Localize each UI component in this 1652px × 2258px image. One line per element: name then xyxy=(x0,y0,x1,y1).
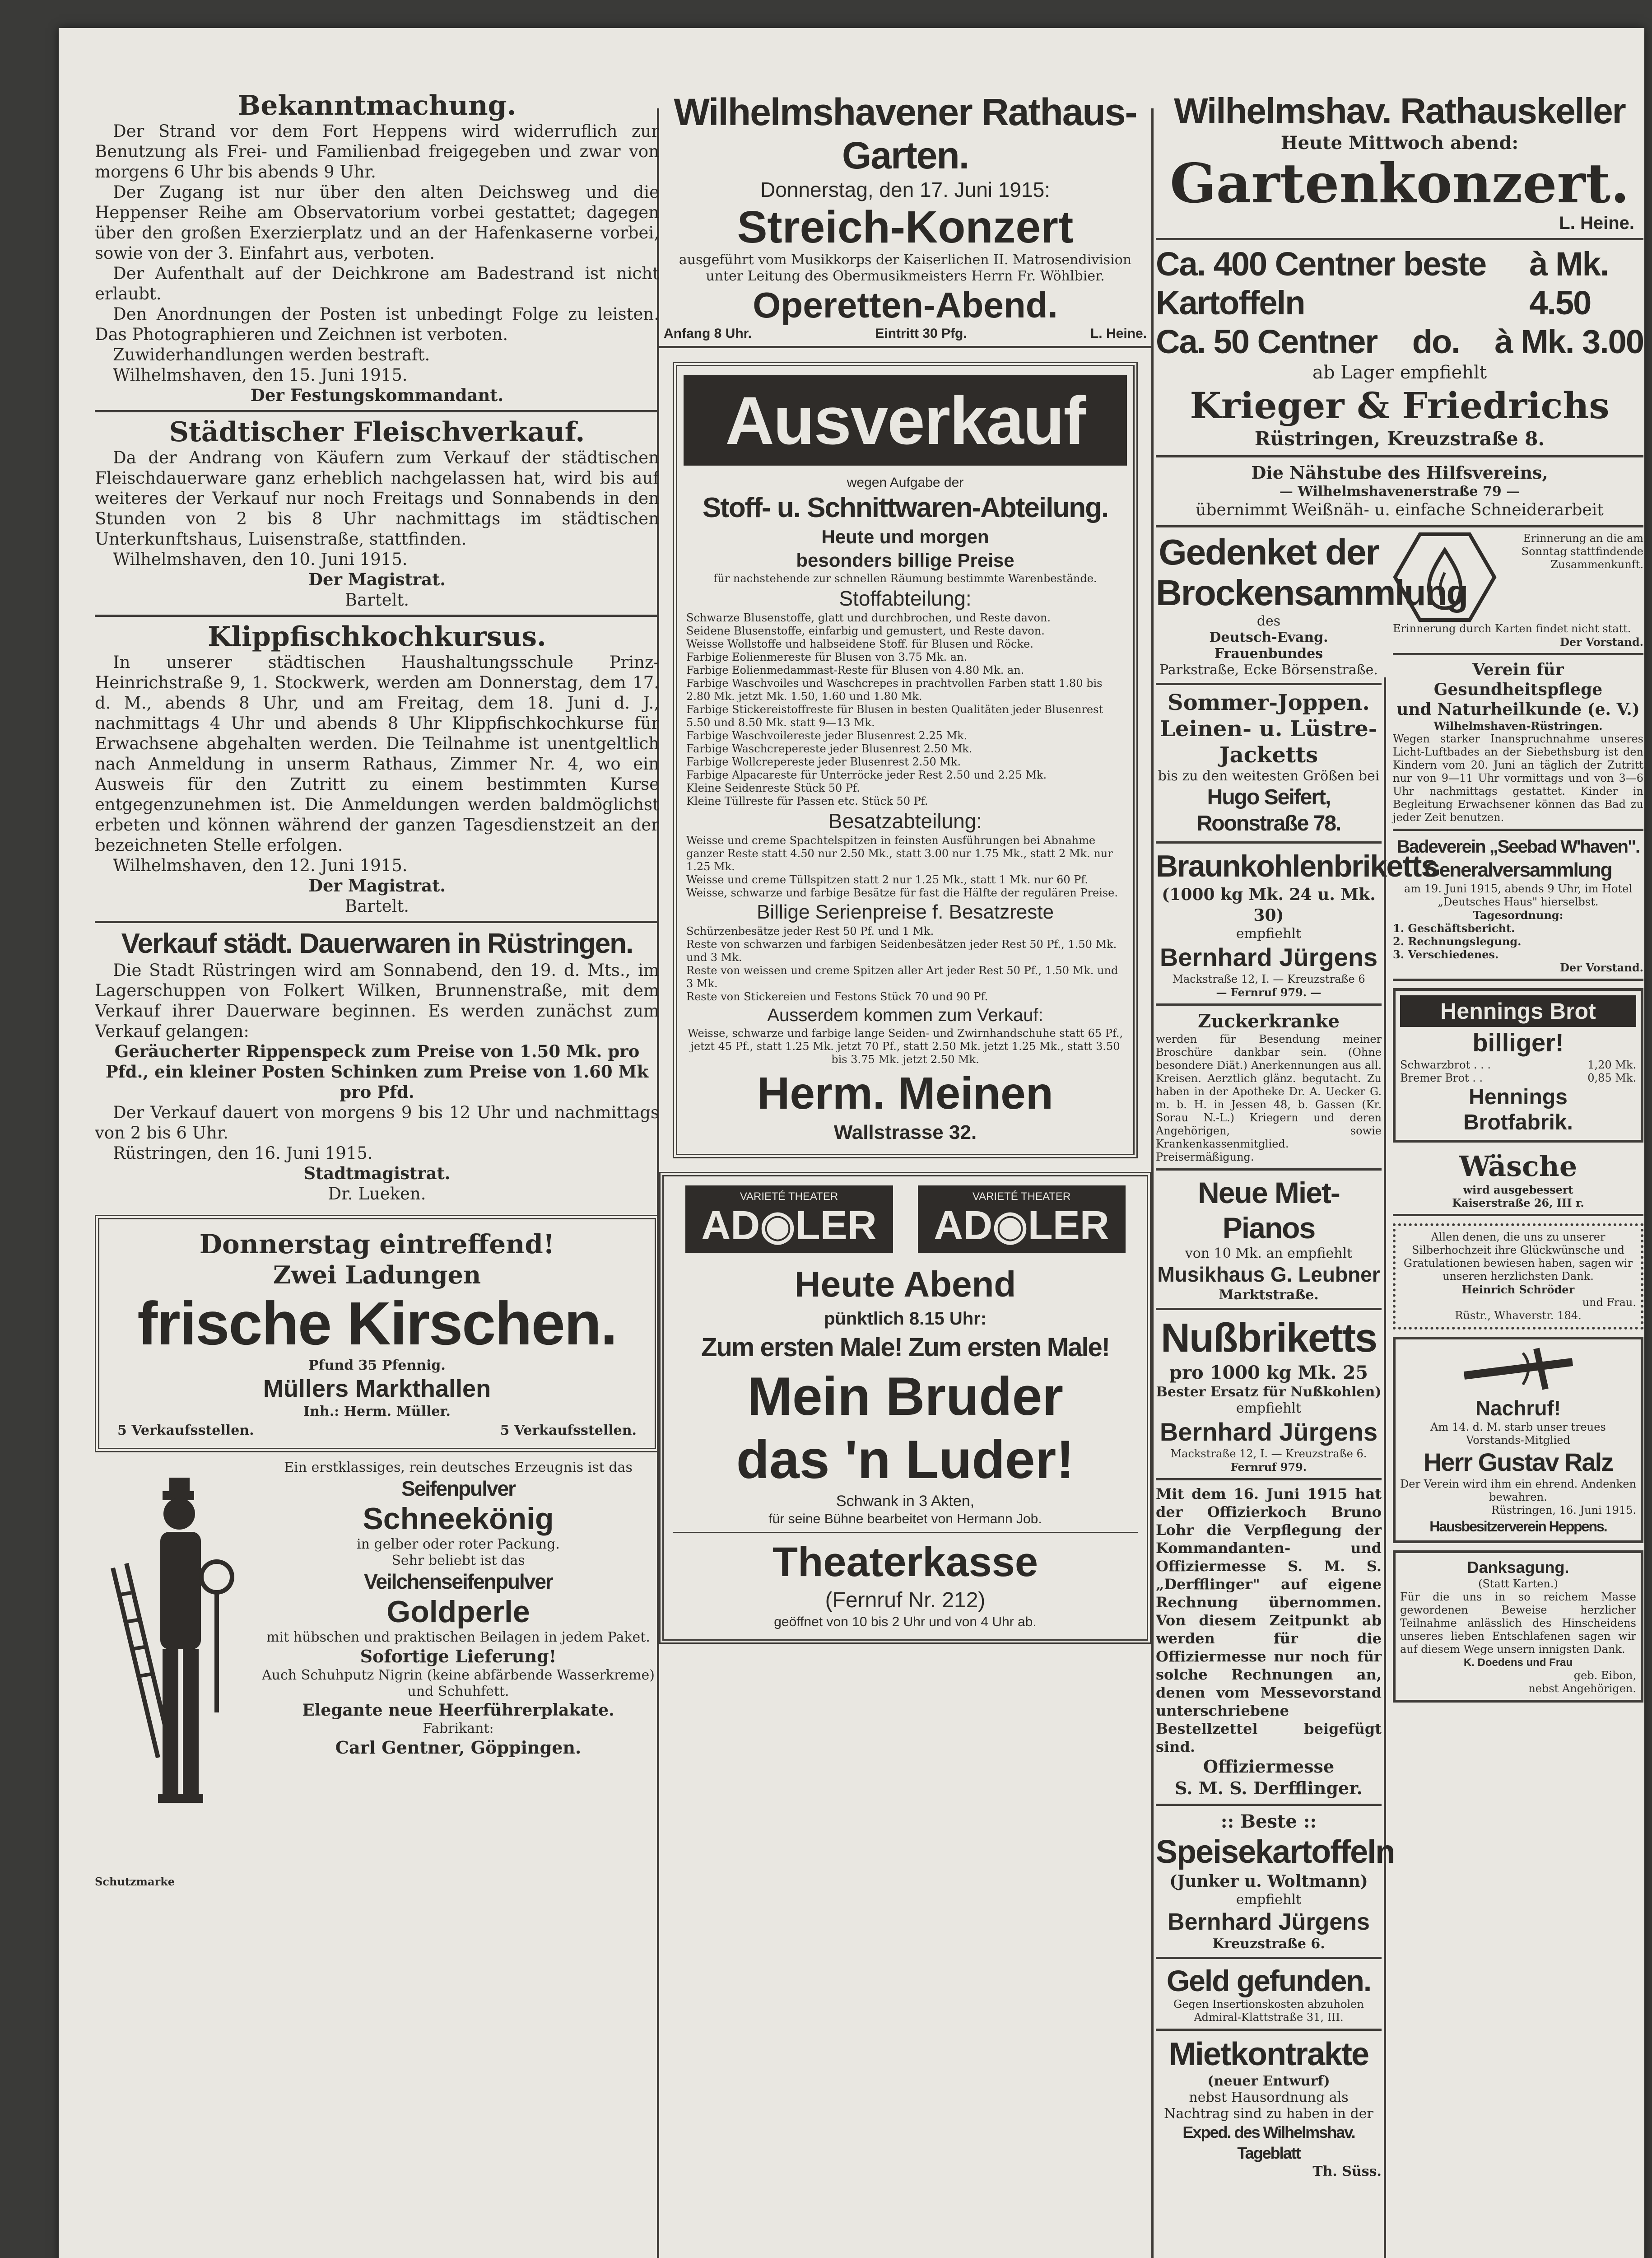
ad-date: Donnerstag, den 17. Juni 1915: xyxy=(760,178,1050,201)
ad-firm: Brotfabrik. xyxy=(1463,1110,1573,1134)
ad-line: und Frau. xyxy=(1582,1296,1636,1309)
logo-top: VARIETÉ THEATER xyxy=(972,1190,1071,1203)
divider xyxy=(1393,653,1643,655)
ad-line: Weisse, schwarze und farbige lange Seiden- und Zwirnhandschuhe statt 65 Pf., jetzt 45 Pf., statt 1.25 Mk. jetzt 70 Pf., statt 2.50 Mk. jetzt 1.25 Mk., statt 3.50 bis 3.75 Mk. jetzt 2.50 Mk. xyxy=(687,1027,1123,1066)
ad-line: in gelber oder roter Packung. xyxy=(357,1536,560,1552)
flame-emblem-icon xyxy=(1393,532,1497,622)
list-item: Kleine Seidenreste Stück 50 Pf. xyxy=(686,782,860,794)
ad-line: übernimmt Weißnäh- u. einfache Schneiderarbeit xyxy=(1196,501,1604,519)
list-item: Kleine Tüllreste für Passen etc. Stück 50 Pf. xyxy=(686,795,928,807)
ad-line: (Fernruf Nr. 212) xyxy=(825,1588,986,1612)
notice-paragraph: Der Aufenthalt auf der Deichkrone am Badestrand ist nicht erlaubt. xyxy=(95,264,659,303)
divider xyxy=(95,615,659,617)
notice-signer: Stadtmagistrat. xyxy=(303,1163,451,1183)
notice-dauerwaren xyxy=(95,928,659,1204)
ad-line: Deutsch-Evang. Frauenbundes xyxy=(1209,630,1328,662)
list-item: Weisse, schwarze und farbige Besätze für fast die Hälfte der regulären Preise. xyxy=(686,886,1118,899)
clock-icon: ◉ xyxy=(760,1203,796,1248)
ad-line: Sehr beliebt ist das xyxy=(391,1553,525,1568)
column-middle xyxy=(659,90,1151,1653)
notice-paragraph: Da der Andrang von Käufern zum Verkauf der städtischen Fleischdauerware ganz erheblich nachgelassen hat, wird bis auf weiteres der Verkauf nur noch Freitags und Sonnabends in den Stunden von 2 bis 8 Uhr nachmittags im städtischen Unterkunftshaus, Luisenstraße, stattfinden. xyxy=(95,448,659,549)
list-item: Schwarze Blusenstoffe, glatt und durchbrochen, und Reste davon. xyxy=(686,611,1051,624)
notice-paragraph: Der Zugang ist nur über den alten Deichsweg und die Heppenser Reihe am Observatorium vorbei gestattet; dagegen über den großen Exerzierplatz und an der Hafenkaserne vorbei, sowie von der 3. Einfahrt aus, verboten. xyxy=(95,182,659,263)
notice-name: Bartelt. xyxy=(344,590,410,610)
ad-line: — Fernruf 979. — xyxy=(1216,986,1322,999)
ad-line: Pfund 35 Pfennig. xyxy=(308,1358,446,1373)
ad-brand: Goldperle xyxy=(386,1595,530,1629)
ad-title: Zuckerkranke xyxy=(1198,1011,1340,1032)
ad-signer: Offiziermesse xyxy=(1203,1756,1335,1777)
ad-line: von 10 Mk. an empfiehlt xyxy=(1185,1246,1353,1261)
ad-text: werden für Besendung meiner Broschüre dankbar sein. (Ohne besondere Diät.) Anerkennungen aus all. Kreisen. Aerztlich glänz. begutacht. Zu haben in der Apotheke Dr. A. Uecker G. m. b. H. in Jessen 48, b. Gassen (Kr. Sorau N.-L.) Kriegern und deren Angehörigen, sowie Krankenkassenmitglied. Preisermäßigung. xyxy=(1156,1033,1382,1163)
logo-top: VARIETÉ THEATER xyxy=(740,1190,838,1203)
price-label: Schwarzbrot . . . xyxy=(1400,1059,1491,1071)
ad-headline: Theaterkasse xyxy=(772,1539,1038,1585)
list-item: Farbige Eolienmereste für Blusen von 3.75 Mk. an. xyxy=(686,651,968,663)
notice-paragraph: Den Anordnungen der Posten ist unbedingt Folge zu leisten. Das Photographieren und Zeichnen ist verboten. xyxy=(95,304,659,344)
list-item: Weisse und creme Spachtelspitzen in feinsten Ausführungen bei Abnahme ganzer Reste statt 4.50 nur 2.50 Mk., statt 3.00 nur 1.75 Mk., statt 2 Mk. nur 1.25 Mk. xyxy=(686,834,1113,873)
ad-signer: S. M. S. Derfflinger. xyxy=(1175,1778,1363,1798)
ad-headline: Mein Bruder xyxy=(747,1366,1064,1427)
ad-erinnerung xyxy=(1393,532,1643,622)
ad-line: Wilhelmshaven-Rüstringen. xyxy=(1433,719,1603,732)
logo-ad: AD xyxy=(701,1203,760,1248)
logo-ler: LER xyxy=(795,1203,877,1248)
ad-line: Ein erstklassiges, rein deutsches Erzeugnis ist das xyxy=(284,1460,633,1475)
notice-klippfisch xyxy=(95,621,659,916)
ad-gesundheitsverein xyxy=(1393,660,1643,824)
notice-title: Verkauf städt. Dauerwaren in Rüstringen. xyxy=(121,928,633,959)
ad-signer: Hausbesitzerverein Heppens. xyxy=(1429,1518,1607,1535)
ad-line: Veilchenseifenpulver xyxy=(364,1570,553,1593)
ad-line: mit hübschen und praktischen Beilagen in jedem Paket. xyxy=(266,1629,650,1645)
ad-line: Sommer-Joppen. xyxy=(1167,690,1370,715)
ad-line: ausgeführt vom Musikkorps der Kaiserlichen II. Matrosendivision xyxy=(679,252,1132,268)
list-item: Reste von schwarzen und farbigen Seidenbesätzen jeder Rest 50 Pf., 1.50 Mk. und 3 Mk. xyxy=(686,938,1117,964)
ad-headline: Nachruf! xyxy=(1475,1396,1561,1420)
ad-zuckerkranke xyxy=(1156,1010,1382,1164)
ad-line: pro 1000 kg Mk. 25 xyxy=(1169,1362,1368,1383)
ad-line: bis zu den weitesten Größen bei xyxy=(1158,768,1380,784)
divider xyxy=(1156,1308,1382,1310)
ad-firm: Hennings xyxy=(1469,1085,1568,1109)
ad-line: Ca. 50 Centner xyxy=(1156,323,1377,360)
divider xyxy=(1393,1214,1643,1216)
ad-line: Zwei Ladungen xyxy=(273,1260,481,1289)
notice-name: Bartelt. xyxy=(344,896,410,916)
ad-rathauskeller xyxy=(1156,90,1643,233)
ad-line: billiger! xyxy=(1472,1028,1564,1057)
ad-line: Anfang 8 Uhr. xyxy=(664,326,752,341)
ad-price: à Mk. 3.00 xyxy=(1494,323,1643,360)
ad-address: Rüstr., Whaverstr. 184. xyxy=(1455,1309,1582,1322)
ad-brand: Schneekönig xyxy=(363,1502,554,1536)
ad-line: Die Nähstube des Hilfsvereins, xyxy=(1251,462,1548,483)
ad-headline: das 'n Luder! xyxy=(736,1429,1075,1490)
ad-braunkohlen xyxy=(1156,848,1438,999)
ad-line: Sofortige Lieferung! xyxy=(360,1646,557,1666)
ad-line: geöffnet von 10 bis 2 Uhr und von 4 Uhr ab. xyxy=(774,1614,1037,1629)
divider xyxy=(1393,829,1643,831)
ad-names: K. Doedens und Frau xyxy=(1463,1656,1573,1669)
divider xyxy=(1156,1003,1382,1006)
ad-headline: Braunkohlenbriketts xyxy=(1156,849,1438,883)
list-item: Weisse und creme Tüllspitzen statt 2 nur 1.25 Mk., statt 1 Mk. nur 60 Pf. xyxy=(686,873,1089,886)
ad-headline: Operetten-Abend. xyxy=(753,285,1058,325)
notice-date: Wilhelmshaven, den 10. Juni 1915. xyxy=(113,550,408,569)
price-label: Bremer Brot . . xyxy=(1400,1072,1483,1084)
column-right xyxy=(1156,90,1643,2180)
ad-line: wegen Aufgabe der xyxy=(847,475,964,490)
ad-line: Elegante neue Heerführerplakate. xyxy=(302,1701,614,1720)
notice-title: Städtischer Fleischverkauf. xyxy=(169,416,585,448)
ad-danksagung-silberhochzeit xyxy=(1393,1223,1643,1330)
ad-speisekartoffeln xyxy=(1156,1810,1395,1952)
ad-line: (neuer Entwurf) xyxy=(1207,2073,1330,2089)
ad-firm: Krieger & Friedrichs xyxy=(1190,384,1610,427)
ad-line: für nachstehende zur schnellen Räumung bestimmte Warenbestände. xyxy=(713,572,1097,585)
ad-line: Fernruf 979. xyxy=(1230,1460,1307,1474)
subcolumn-right xyxy=(1386,532,1643,2180)
ad-line: geb. Eibon, xyxy=(1573,1669,1636,1682)
adler-logos xyxy=(673,1185,1138,1253)
ad-nachruf xyxy=(1393,1337,1643,1543)
notice-paragraph: Zuwiderhandlungen werden bestraft. xyxy=(113,345,430,364)
cross-sword-icon xyxy=(1455,1344,1582,1394)
ad-line: pünktlich 8.15 Uhr: xyxy=(824,1309,987,1329)
ad-text: Gegen Insertionskosten abzuholen Admiral-Klattstraße 31, III. xyxy=(1173,1998,1364,2024)
ad-line: Donnerstag eintreffend! xyxy=(199,1229,555,1260)
ad-danksagung xyxy=(1393,1550,1643,1703)
ad-line: ab Lager empfiehlt xyxy=(1312,362,1487,383)
ad-section-head: Besatzabteilung: xyxy=(828,809,982,833)
ad-firm: Müllers Markthallen xyxy=(263,1375,491,1402)
ad-line: L. Heine. xyxy=(1559,213,1634,233)
ad-seifenpulver xyxy=(95,1460,659,1902)
ad-line: (Statt Karten.) xyxy=(1478,1577,1558,1590)
list-item: Farbige Waschvoiles und Waschcrepes in prachtvollen Farben statt 1.80 bis 2.80 Mk. jetzt Mk. 1.50, 1.60 und 1.80 Mk. xyxy=(686,677,1103,703)
schutzmarke-label: Schutzmarke xyxy=(95,1875,175,1888)
ad-text: Wegen starker Inanspruchnahme unseres Licht-Luftbades an der Siebethsburg ist den Kindern vom 20. Juni an täglich der Zutritt nur von 9—11 Uhr vormittags und von 3—6 Uhr nachmittags gestattet. Kinder in Begleitung Erwachsener können das Bad zu jeder Zeit benutzen. xyxy=(1393,732,1643,824)
ad-line: Schwank in 3 Akten, xyxy=(836,1493,975,1510)
ad-ausverkauf xyxy=(673,362,1138,1158)
ad-line: empfiehlt xyxy=(1236,926,1302,942)
adler-logo xyxy=(918,1185,1126,1253)
notice-title: Klippfischkochkursus. xyxy=(208,621,546,653)
divider xyxy=(1156,841,1382,844)
ad-line: Bester Ersatz für Nußkohlen) xyxy=(1156,1384,1382,1400)
ad-line: empfiehlt xyxy=(1236,1400,1302,1416)
ad-headline: Mietkontrakte xyxy=(1168,2036,1369,2072)
ad-waesche xyxy=(1393,1150,1643,1209)
ad-address: Wallstrasse 32. xyxy=(833,1121,977,1143)
ad-headline: Gartenkonzert. xyxy=(1170,152,1629,215)
ad-text: Der Verein wird ihm ein ehrend. Andenken bewahren. xyxy=(1400,1478,1636,1503)
divider xyxy=(1156,525,1643,527)
ad-signer: Th. Süss. xyxy=(1312,2164,1382,2179)
list-item: Farbige Waschvoilereste jeder Blusenrest 2.25 Mk. xyxy=(686,729,968,742)
price-value: 0,85 Mk. xyxy=(1587,1072,1636,1084)
list-item: Farbige Wollcrepereste jeder Blusenrest 2.50 Mk. xyxy=(686,756,961,768)
ad-nussbriketts xyxy=(1156,1315,1382,1474)
ad-headline: Hennings Brot xyxy=(1400,995,1636,1027)
list-item: Weisse Wollstoffe und halbseidene Stoff. für Blusen und Röcke. xyxy=(686,638,1033,650)
ad-title: Verein für Gesundheitspflege xyxy=(1433,660,1603,699)
ad-line: (1000 kg Mk. 24 u. Mk. 30) xyxy=(1162,885,1376,925)
ad-line: Exped. des Wilhelmshav. Tageblatt xyxy=(1182,2123,1355,2162)
ad-headline: Wäsche xyxy=(1459,1150,1578,1183)
list-item: Schürzenbesätze jeder Rest 50 Pf. und 1 Mk. xyxy=(686,925,934,938)
ad-rathaus-garten xyxy=(659,90,1151,341)
ad-address: Marktstraße. xyxy=(1219,1287,1319,1303)
notice-date: Wilhelmshaven, den 15. Juni 1915. xyxy=(113,365,408,385)
ad-line: wird ausgebessert xyxy=(1463,1183,1573,1196)
divider xyxy=(1156,1804,1382,1806)
ad-headline: Heute Abend xyxy=(794,1264,1016,1304)
list-item: Seidene Blusenstoffe, einfarbig und gemustert, und Reste davon. xyxy=(686,625,1045,637)
ad-line: für seine Bühne bearbeitet von Hermann Job. xyxy=(768,1512,1042,1526)
divider xyxy=(1156,2029,1382,2031)
ad-badeverein xyxy=(1393,835,1643,974)
ad-seifert xyxy=(1156,690,1382,837)
ad-line: (Junker u. Woltmann) xyxy=(1169,1872,1368,1891)
ad-address: Mackstraße 12, I. — Kreuzstraße 6. xyxy=(1170,1447,1367,1460)
notice-signer: Der Magistrat. xyxy=(308,569,446,589)
divider xyxy=(1393,979,1643,981)
ad-address: Mackstraße 12, I. — Kreuzstraße 6 xyxy=(1172,973,1365,985)
ad-line: am 19. Juni 1915, abends 9 Uhr, im Hotel „Deutsches Haus" hierselbst. xyxy=(1404,882,1632,908)
ad-line: Heute und morgen xyxy=(821,526,989,547)
ad-offizierkoch xyxy=(1156,1485,1382,1799)
ad-line: 5 Verkaufsstellen. xyxy=(117,1423,254,1438)
notice-paragraph-bold: Geräucherter Rippenspeck zum Preise von 1.50 Mk. pro Pfd., ein kleiner Posten Schinken zum Preise von 1.60 Mk pro Pfd. xyxy=(105,1041,649,1102)
ad-line: des xyxy=(1256,613,1281,629)
ad-miet-pianos xyxy=(1156,1175,1382,1303)
column-left xyxy=(95,90,659,1902)
ad-line: Auch Schuhputz Nigrin (keine abfärbende Wasserkreme) und Schuhfett. xyxy=(262,1667,655,1699)
ad-line: 5 Verkaufsstellen. xyxy=(500,1423,637,1438)
ad-firm: Herm. Meinen xyxy=(757,1068,1053,1119)
besatz-list xyxy=(686,834,1124,900)
ad-headline: frische Kirschen. xyxy=(137,1289,617,1358)
ad-section-head: Ausserdem kommen zum Verkauf: xyxy=(767,1005,1043,1025)
ad-text: Für die uns in so reichem Masse gewordenen Beweise herzlicher Teilnahme anlässlich des Hinscheidens unseres lieben Entschlafenen sagen wir auf diesem Wege unsern innigsten Dank. xyxy=(1400,1591,1636,1656)
ad-firm: Musikhaus G. Leubner xyxy=(1157,1263,1380,1286)
ad-headline: Streich-Konzert xyxy=(737,202,1074,252)
notice-paragraph: Der Verkauf dauert von morgens 9 bis 12 Uhr und nachmittags von 2 bis 6 Uhr. xyxy=(95,1103,659,1143)
ad-address: Rüstringen, Kreuzstraße 8. xyxy=(1254,428,1545,450)
notice-bekanntmachung xyxy=(95,90,659,406)
column-rule-2 xyxy=(1151,108,1154,2258)
ad-hennings-brot xyxy=(1393,988,1643,1143)
ad-firm: Bernhard Jürgens xyxy=(1159,1418,1378,1446)
ad-headline: Nußbriketts xyxy=(1160,1316,1377,1361)
divider xyxy=(95,410,659,412)
ad-firm: Bernhard Jürgens xyxy=(1159,943,1378,971)
ad-text: nebst Hausordnung als Nachtrag sind zu haben in der xyxy=(1164,2090,1373,2122)
list-item: Reste von Stickereien und Festons Stück 70 und 90 Pf. xyxy=(686,990,988,1003)
ad-headline: Speisekartoffeln xyxy=(1156,1834,1395,1870)
ad-line: Parkstraße, Ecke Börsenstraße. xyxy=(1159,662,1378,678)
serien-list xyxy=(686,925,1124,1003)
ad-kirschen xyxy=(95,1215,659,1452)
chimney-sweep-illustration xyxy=(95,1478,248,1875)
ad-line: Leinen- u. Lüstre-Jacketts xyxy=(1160,716,1377,768)
ad-headline: Ausverkauf xyxy=(684,375,1127,466)
ad-kartoffeln xyxy=(1156,245,1643,451)
ad-line: nebst Angehörigen. xyxy=(1528,1682,1636,1695)
ad-adler-theater xyxy=(659,1172,1151,1644)
ad-name: Herr Gustav Ralz xyxy=(1423,1448,1613,1476)
divider xyxy=(1156,683,1382,685)
ad-title: Badeverein „Seebad W'haven". xyxy=(1396,837,1640,857)
ad-line: do. xyxy=(1412,323,1460,360)
ad-text: Mit dem 16. Juni 1915 hat der Offizierkoch Bruno Lohr die Verpflegung der Kommandanten- und Offiziermesse S. M. S. „Derfflinger" auf eigene Rechnung übernommen. Von diesem Zeitpunkt ab werden für die Offiziermesse nur noch für solche Rechnungen an, denen vom Messevorstand unterschriebene Bestellzettel beigefügt sind. xyxy=(1156,1485,1382,1755)
ad-date: Rüstringen, 16. Juni 1915. xyxy=(1491,1504,1636,1516)
ad-line: L. Heine. xyxy=(1090,326,1147,341)
notice-date: Wilhelmshaven, den 12. Juni 1915. xyxy=(113,856,408,875)
agenda-item: 1. Geschäftsbericht. xyxy=(1393,922,1515,935)
notice-title: Bekanntmachung. xyxy=(237,90,517,121)
ad-address: Kaiserstraße 26, III r. xyxy=(1452,1196,1584,1209)
list-item: Farbige Stickereistoffreste für Blusen in besten Qualitäten jeder Blusenrest 5.50 und 8.50 Mk. statt 9—13 Mk. xyxy=(686,703,1103,729)
ad-line: Stoff- u. Schnittwaren-Abteilung. xyxy=(702,492,1108,523)
ad-line: besonders billige Preise xyxy=(796,550,1014,571)
ad-section-head: Stoffabteilung: xyxy=(839,587,972,610)
price-value: 1,20 Mk. xyxy=(1587,1059,1636,1071)
ad-line: :: Beste :: xyxy=(1220,1811,1317,1832)
list-item: Reste von weissen und creme Spitzen aller Art jeder Rest 50 Pf., 1.50 Mk. und 3 Mk. xyxy=(686,964,1118,990)
divider xyxy=(1156,1478,1382,1480)
list-item: Farbige Eolienmedammast-Reste für Blusen von 4.80 Mk. an. xyxy=(686,664,1024,676)
notice-signer: Der Magistrat. xyxy=(308,876,446,896)
notice-paragraph: In unserer städtischen Haushaltungsschule Prinz-Heinrichstraße 9, 1. Stockwerk, werden am Donnerstag, dem 17. d. M., abends 8 Uhr, und am Freitag, dem 18. Juni d. J., nachmittags 4 Uhr und abends 8 Uhr Klippfischkochkurse für Erwachsene abgehalten werden. Die Teilnahme ist unentgeltlich nach Anmeldung in unserm Rathaus, Zimmer Nr. 4, wo ein Ausweis für den Zutritt zu einem bestimmten Kurse entgegenzunehmen ist. Die Anmeldungen werden baldmöglichst erbeten und können während der ganzen Tagesdienstzeit an der bezeichneten Stelle erfolgen. xyxy=(95,653,659,855)
notice-date: Rüstringen, den 16. Juni 1915. xyxy=(113,1143,373,1163)
ad-signer: Der Vorstand. xyxy=(1560,961,1643,974)
notice-paragraph: Der Strand vor dem Fort Heppens wird widerruflich zur Benutzung als Frei- und Familienbad freigegeben und zwar von morgens 6 Uhr bis abends 9 Uhr. xyxy=(95,121,659,182)
clock-icon: ◉ xyxy=(992,1203,1028,1248)
stoff-list xyxy=(686,611,1124,808)
divider xyxy=(1156,1168,1382,1171)
ad-headline: Gedenket der xyxy=(1159,532,1379,572)
ad-title: Wilhelmshavener Rathaus-Garten. xyxy=(674,91,1137,177)
adler-logo xyxy=(685,1185,893,1253)
agenda-item: 3. Verschiedenes. xyxy=(1393,948,1499,961)
ad-address: Kreuzstraße 6. xyxy=(1212,1936,1325,1952)
divider xyxy=(1156,1957,1382,1959)
ad-line: empfiehlt xyxy=(1236,1892,1302,1908)
ad-price: à Mk. 4.50 xyxy=(1529,245,1609,322)
ad-naehstube xyxy=(1156,462,1643,521)
notice-fleischverkauf xyxy=(95,417,659,610)
ad-line: Heute Mittwoch abend: xyxy=(1280,132,1519,154)
ad-line: Tagesordnung: xyxy=(1473,909,1564,922)
notice-name: Dr. Lueken. xyxy=(328,1184,426,1204)
ad-note: Erinnerung durch Karten findet nicht statt. xyxy=(1393,622,1631,635)
divider xyxy=(1156,238,1643,240)
ad-line: Fabrikant: xyxy=(423,1721,494,1736)
agenda-item: 2. Rechnungslegung. xyxy=(1393,935,1522,948)
ad-text: Allen denen, die uns zu unserer Silberhochzeit ihre Glückwünsche und Gratulationen bewiesen haben, sagen wir unseren herzlichsten Dank. xyxy=(1403,1231,1633,1283)
ad-line: Seifenpulver xyxy=(401,1477,516,1500)
ad-line: Ca. 400 Centner beste Kartoffeln xyxy=(1156,245,1486,322)
ad-line: Inh.: Herm. Müller. xyxy=(303,1404,451,1419)
ad-title: und Naturheilkunde (e. V.) xyxy=(1396,700,1640,719)
list-item: Farbige Waschcrepereste jeder Blusenrest 2.50 Mk. xyxy=(686,742,973,755)
ad-headline: Brockensammlung xyxy=(1156,573,1468,613)
ad-geld-gefunden xyxy=(1156,1964,1382,2024)
ad-title: Danksagung. xyxy=(1467,1558,1569,1577)
ad-section-head: Billige Serienpreise f. Besatzreste xyxy=(757,901,1054,923)
ad-headline: Geld gefunden. xyxy=(1166,1964,1371,1997)
logo-ad: AD xyxy=(934,1203,993,1248)
ad-mietkontrakte xyxy=(1156,2035,1382,2180)
ad-firm: Bernhard Jürgens xyxy=(1168,1909,1370,1935)
ad-title: Wilhelmshav. Rathauskeller xyxy=(1174,91,1625,131)
ad-line: Zum ersten Male! Zum ersten Male! xyxy=(701,1333,1110,1362)
divider xyxy=(95,921,659,923)
ad-headline: Neue Miet-Pianos xyxy=(1198,1176,1340,1245)
ad-line: Carl Gentner, Göppingen. xyxy=(335,1737,582,1758)
ad-line: Eintritt 30 Pfg. xyxy=(875,326,967,341)
notice-paragraph: Die Stadt Rüstringen wird am Sonnabend, den 19. d. Mts., im Lagerschuppen von Folkert Wilken, Brunnenstraße, mit dem Verkauf ihrer Dauerware beginnen. Es werden zunächst zum Verkauf gelangen: xyxy=(95,961,659,1041)
ad-text: Erinnerung an die am Sonntag stattfindende Zusammenkunft. xyxy=(1521,532,1643,571)
list-item: Farbige Alpacareste für Unterröcke jeder Rest 2.50 und 2.25 Mk. xyxy=(686,769,1047,781)
notice-signer: Der Festungskommandant. xyxy=(250,385,504,405)
ad-headline: Generalversammlung xyxy=(1424,859,1612,881)
right-subcolumns xyxy=(1156,532,1643,2180)
ad-text: Am 14. d. M. starb unser treues Vorstands-Mitglied xyxy=(1430,1421,1606,1446)
ad-brockensammlung xyxy=(1156,532,1468,678)
ad-line: — Wilhelmshavenerstraße 79 — xyxy=(1279,484,1520,499)
divider xyxy=(1156,455,1643,457)
ad-line: unter Leitung des Obermusikmeisters Herrn Fr. Wöhlbier. xyxy=(706,268,1105,284)
ad-signer: Der Vorstand. xyxy=(1560,635,1643,648)
ad-names: Heinrich Schröder xyxy=(1461,1283,1575,1296)
logo-ler: LER xyxy=(1028,1203,1109,1248)
divider xyxy=(659,346,1151,348)
ad-firm: Hugo Seifert, Roonstraße 78. xyxy=(1196,785,1341,835)
